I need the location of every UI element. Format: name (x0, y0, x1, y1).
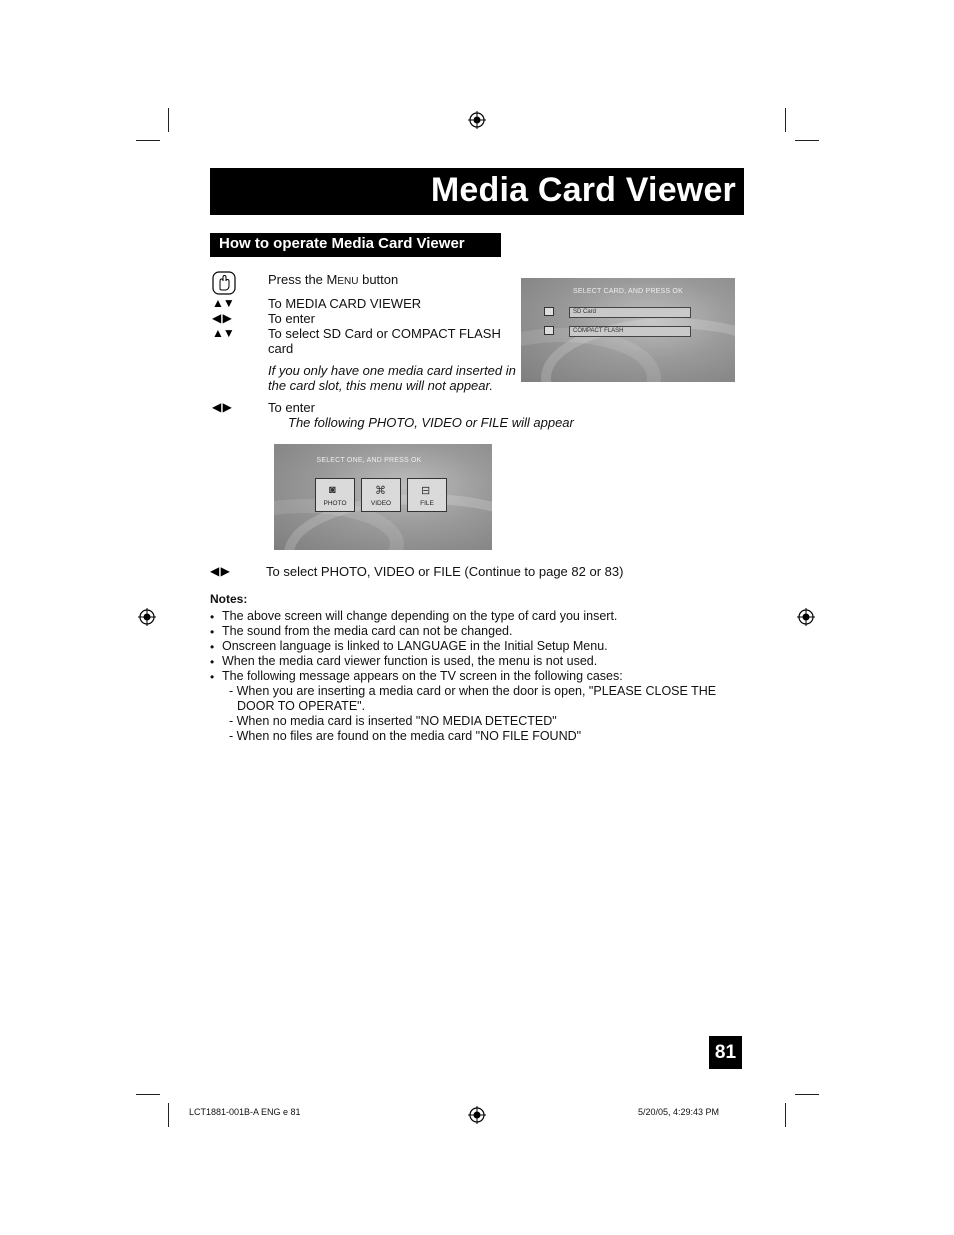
left-right-arrow-icon: ◀ ▶ (210, 564, 229, 578)
note-bullet: • (210, 670, 215, 684)
video-tile-label: VIDEO (370, 500, 392, 507)
photo-tile[interactable] (315, 478, 355, 512)
step-to-enter-2: To enter (268, 400, 315, 415)
file-icon: ⊟ (421, 485, 431, 497)
registration-mark-icon (468, 1106, 486, 1124)
note-sub-item: - When you are inserting a media card or when the door is open, "PLEASE CLOSE THE (229, 684, 717, 698)
sd-card-icon (544, 307, 554, 316)
up-down-arrow-icon: ▲▼ (212, 296, 234, 310)
step-to-enter: To enter (268, 311, 315, 326)
step-press-menu-smallcaps: ENU (337, 276, 359, 287)
page-number: 81 (709, 1036, 742, 1069)
video-camera-icon: ⌘ (375, 485, 386, 497)
card-select-screen (521, 278, 735, 382)
left-right-arrow-icon: ◀ ▶ (212, 400, 231, 414)
note-sub-item: DOOR TO OPERATE". (237, 699, 366, 713)
step-select-type: To select PHOTO, VIDEO or FILE (Continue to page 82 or 83) (266, 564, 624, 579)
crop-mark (136, 1094, 160, 1095)
crop-mark (168, 108, 169, 132)
step-press-menu (268, 272, 398, 289)
video-tile[interactable] (361, 478, 401, 512)
step-press-menu-text-c: button (358, 272, 399, 287)
footer-right: 5/20/05, 4:29:43 PM (638, 1107, 720, 1117)
note-bullet: • (210, 655, 215, 669)
notes-heading: Notes: (210, 592, 248, 606)
note-sub-item: - When no files are found on the media card "NO FILE FOUND" (229, 729, 582, 743)
note-bullet: • (210, 640, 215, 654)
note-item: When the media card viewer function is used, the menu is not used. (222, 654, 598, 668)
left-right-arrow-icon: ◀ ▶ (212, 311, 231, 325)
crop-mark (795, 1094, 819, 1095)
note-item: The following message appears on the TV screen in the following cases: (222, 669, 623, 683)
note-bullet: • (210, 625, 215, 639)
page-title: Media Card Viewer (430, 171, 736, 209)
step-select-card: To select SD Card or COMPACT FLASH card (268, 326, 501, 356)
type-screen-title: SELECT ONE, AND PRESS OK (316, 457, 422, 464)
title-banner (210, 168, 744, 215)
file-tile-label: FILE (420, 500, 434, 507)
registration-mark-icon (797, 608, 815, 626)
note-sub-item: - When no media card is inserted "NO MEDIA DETECTED" (229, 714, 557, 728)
note-item: The sound from the media card can not be changed. (222, 624, 513, 638)
section-heading: How to operate Media Card Viewer (219, 235, 465, 252)
step-press-menu-text-a: Press the M (268, 272, 338, 287)
camera-icon: ◙ (329, 484, 336, 496)
crop-mark (785, 1103, 786, 1127)
up-down-arrow-icon: ▲▼ (212, 326, 234, 340)
sd-card-option[interactable]: SD Card (569, 307, 691, 318)
step-to-media-card-viewer: To MEDIA CARD VIEWER (268, 296, 422, 311)
crop-mark (795, 140, 819, 141)
compact-flash-option[interactable]: COMPACT FLASH (569, 326, 691, 337)
note-item: The above screen will change depending on the type of card you insert. (222, 609, 618, 623)
card-screen-title: SELECT CARD, AND PRESS OK (573, 288, 683, 295)
file-tile[interactable] (407, 478, 447, 512)
registration-mark-icon (138, 608, 156, 626)
crop-mark (168, 1103, 169, 1127)
step-select-card-note: If you only have one media card inserted in the card slot, this menu will not appear. (268, 363, 516, 393)
crop-mark (136, 140, 160, 141)
note-bullet: • (210, 610, 215, 624)
hand-press-icon (212, 271, 236, 295)
photo-tile-label: PHOTO (323, 500, 347, 507)
crop-mark (785, 108, 786, 132)
section-heading-banner (210, 233, 501, 257)
note-item: Onscreen language is linked to LANGUAGE in the Initial Setup Menu. (222, 639, 608, 653)
step-to-enter-2-note: The following PHOTO, VIDEO or FILE will appear (288, 415, 574, 430)
footer-left: LCT1881-001B-A ENG e 81 (189, 1107, 301, 1117)
registration-mark-icon (468, 111, 486, 129)
compact-flash-icon (544, 326, 554, 335)
